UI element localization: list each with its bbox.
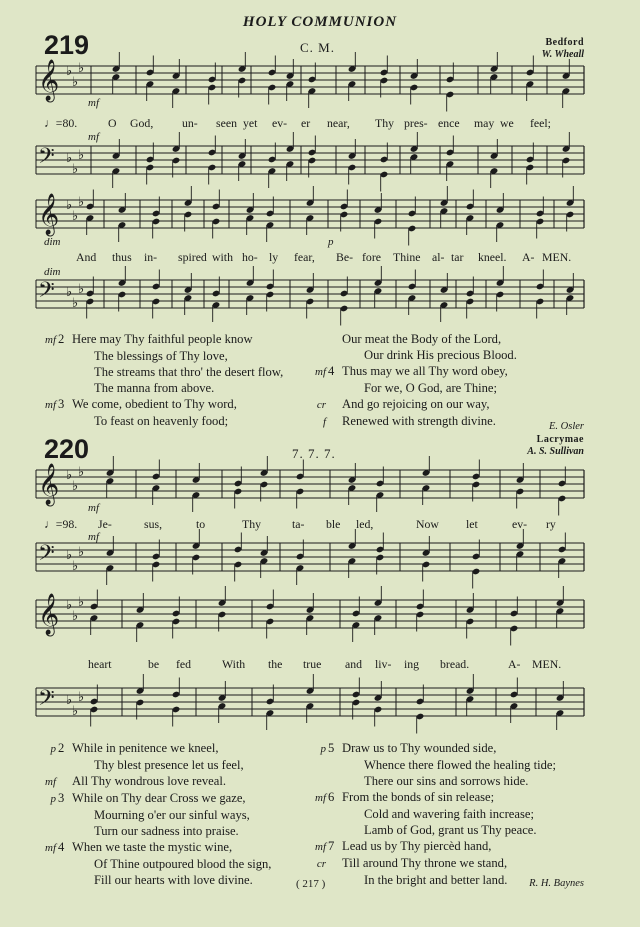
flat-icon: ♭ <box>72 559 79 574</box>
verse-line <box>30 807 271 823</box>
verse-line <box>300 773 556 789</box>
lyric-syllable: with <box>212 250 233 264</box>
verse-dynamic: mf <box>45 776 56 788</box>
lyric-syllable: Thy <box>375 116 395 130</box>
lyric-syllable: Je- <box>98 517 112 531</box>
dynamic-mf: mf <box>88 502 99 514</box>
verse-line <box>300 740 556 757</box>
flat-icon: ♭ <box>66 468 73 483</box>
lyric-syllable: With <box>222 657 246 671</box>
verse-number: 5 <box>328 741 335 755</box>
dynamic-dim: dim <box>44 266 61 278</box>
hymn-meter: C. M. <box>300 40 335 55</box>
verse-text: Mourning o'er our sinful ways, <box>94 808 250 822</box>
flat-icon: ♭ <box>66 598 73 613</box>
verse-text: Whence there flowed the healing tide; <box>364 758 556 772</box>
verse-line <box>30 740 271 757</box>
verse-line <box>30 790 271 807</box>
verses-left-219 <box>30 331 283 429</box>
lyric-syllable: MEN. <box>542 250 572 264</box>
lyric-syllable: al- <box>432 250 445 264</box>
flat-icon: ♭ <box>78 148 85 163</box>
verse-dynamic: mf <box>45 399 56 411</box>
verse-text: For we, O God, are Thine; <box>364 381 498 395</box>
lyric-syllable: tar <box>451 250 464 264</box>
tune-name: Bedford <box>545 37 584 48</box>
verse-line <box>30 773 271 790</box>
lyric-syllable: in- <box>144 250 158 264</box>
lyric-syllable: Thy <box>242 517 262 531</box>
author: E. Osler <box>549 421 584 432</box>
composer: A. S. Sullivan <box>527 446 584 457</box>
lyric-syllable: to <box>196 517 206 531</box>
verse-dynamic: mf <box>315 366 326 378</box>
verse-text: Our meat the Body of the Lord, <box>342 332 502 346</box>
verse-text: Till around Thy throne we stand, <box>342 856 508 870</box>
lyric-syllable: true <box>303 657 322 671</box>
verse-text: The blessings of Thy love, <box>94 349 228 363</box>
lyric-syllable: the <box>268 657 283 671</box>
flat-icon: ♭ <box>78 61 85 76</box>
lyric-syllable: thus <box>112 250 132 264</box>
verse-line <box>30 839 271 856</box>
lyric-syllable: feel; <box>530 116 551 130</box>
flat-icon: ♭ <box>72 209 79 224</box>
verse-text: In the bright and better land. <box>364 873 508 887</box>
verse-number: 6 <box>328 790 335 804</box>
verse-number: 4 <box>328 364 335 378</box>
bass-clef-icon: 𝄢 <box>38 541 55 571</box>
verse-text: From the bonds of sin release; <box>342 790 495 804</box>
lyric-syllable: And <box>76 250 97 264</box>
verses-right-220 <box>300 740 556 888</box>
flat-icon: ♭ <box>78 195 85 210</box>
verse-line <box>30 380 283 396</box>
verse-line <box>300 413 517 430</box>
flat-icon: ♭ <box>78 282 85 297</box>
lyric-syllable: ev- <box>512 517 528 531</box>
verse-text: While on Thy dear Cross we gaze, <box>72 791 246 805</box>
verse-line <box>30 823 271 839</box>
treble-clef-icon: 𝄞 <box>38 60 60 101</box>
verse-text: Thy blest presence let us feel, <box>94 758 244 772</box>
treble-clef-icon: 𝄞 <box>38 594 60 635</box>
verse-line <box>300 789 556 806</box>
verse-text: To feast on heavenly food; <box>94 414 229 428</box>
verse-dynamic: p <box>50 743 56 755</box>
verse-line <box>300 822 556 838</box>
lyric-syllable: er <box>301 116 311 130</box>
verse-dynamic: cr <box>316 858 326 870</box>
flat-icon: ♭ <box>78 690 85 705</box>
lyric-syllable: ing <box>404 657 420 671</box>
flat-icon: ♭ <box>72 75 79 90</box>
bass-clef-icon: 𝄢 <box>38 278 55 308</box>
lyric-syllable: and <box>345 657 363 671</box>
verse-dynamic: mf <box>315 792 326 804</box>
lyric-syllable: fed <box>176 657 192 671</box>
tempo-mark: ♩=98. <box>44 517 78 531</box>
verse-number: 2 <box>58 332 65 346</box>
verse-text: Cold and wavering faith increase; <box>364 807 534 821</box>
verses-right-219 <box>300 331 517 430</box>
verse-line <box>300 757 556 773</box>
verse-text: Turn our sadness into praise. <box>94 824 239 838</box>
lyric-syllable: fear, <box>294 250 315 264</box>
verse-text: The streams that thro' the desert flow, <box>94 365 284 379</box>
lyric-syllable: A- <box>508 657 521 671</box>
verse-text: Here may Thy faithful people know <box>72 332 253 346</box>
dynamic-dim: dim <box>44 236 61 248</box>
verse-line <box>30 364 283 380</box>
verse-line <box>300 396 517 413</box>
lyric-syllable: Be- <box>336 250 354 264</box>
flat-icon: ♭ <box>72 162 79 177</box>
lyric-syllable: be <box>148 657 160 671</box>
treble-clef-icon: 𝄞 <box>38 194 60 235</box>
dynamic-mf: mf <box>88 131 99 143</box>
lyric-syllable: heart <box>88 657 112 671</box>
verse-dynamic: p <box>320 743 326 755</box>
verse-line <box>300 380 517 396</box>
verse-text: We come, obedient to Thy word, <box>72 397 237 411</box>
verses-left-220 <box>30 740 271 888</box>
verse-number: 3 <box>58 397 65 411</box>
verse-text: Draw us to Thy wounded side, <box>342 741 497 755</box>
verse-line <box>300 363 517 380</box>
flat-icon: ♭ <box>72 609 79 624</box>
verse-line <box>30 856 271 872</box>
treble-clef-icon: 𝄞 <box>38 464 60 505</box>
verse-line <box>30 331 283 348</box>
lyric-syllable: sus, <box>144 517 163 531</box>
verse-dynamic: cr <box>316 399 326 411</box>
lyric-syllable: ly <box>269 250 279 264</box>
page-number: ( 217 ) <box>296 878 326 890</box>
verse-line <box>300 331 517 347</box>
flat-icon: ♭ <box>66 151 73 166</box>
flat-icon: ♭ <box>66 198 73 213</box>
lyric-syllable: un- <box>182 116 198 130</box>
verse-text: Thus may we all Thy word obey, <box>342 364 508 378</box>
verse-line <box>300 855 556 872</box>
page-header: HOLY COMMUNION <box>242 14 398 30</box>
flat-icon: ♭ <box>66 693 73 708</box>
flat-icon: ♭ <box>72 479 79 494</box>
flat-icon: ♭ <box>78 465 85 480</box>
verse-dynamic: mf <box>45 842 56 854</box>
lyric-syllable: seen <box>216 116 237 130</box>
verse-line <box>30 396 283 413</box>
flat-icon: ♭ <box>78 545 85 560</box>
verse-dynamic: p <box>50 793 56 805</box>
author: R. H. Baynes <box>529 878 584 889</box>
tune-name: Lacrymae <box>536 434 584 445</box>
verse-number: 2 <box>58 741 65 755</box>
lyric-syllable: bread. <box>440 657 470 671</box>
verse-text: All Thy wondrous love reveal. <box>72 774 227 788</box>
verse-line <box>30 757 271 773</box>
lyric-syllable: liv- <box>375 657 392 671</box>
composer: W. Wheall <box>541 49 584 60</box>
verse-text: Renewed with strength divine. <box>342 414 496 428</box>
bass-clef-icon: 𝄢 <box>38 144 55 174</box>
flat-icon: ♭ <box>66 285 73 300</box>
lyric-syllable: ble <box>326 517 341 531</box>
flat-icon: ♭ <box>78 595 85 610</box>
verse-text: And go rejoicing on our way, <box>342 397 490 411</box>
flat-icon: ♭ <box>72 704 79 719</box>
lyric-syllable: MEN. <box>532 657 562 671</box>
verse-line <box>30 413 283 429</box>
verse-text: Lamb of God, grant us Thy peace. <box>364 823 537 837</box>
verse-line <box>300 806 556 822</box>
dynamic-mf: mf <box>88 97 99 109</box>
lyric-syllable: spired <box>178 250 207 264</box>
verse-text: Fill our hearts with love divine. <box>94 873 253 887</box>
flat-icon: ♭ <box>66 64 73 79</box>
lyric-syllable: O <box>108 116 117 130</box>
tempo-mark: ♩=80. <box>44 116 78 130</box>
lyric-syllable: ence <box>438 116 460 130</box>
lyric-syllable: Now <box>416 517 439 531</box>
dynamic-p: p <box>328 236 334 248</box>
lyric-syllable: A- <box>522 250 535 264</box>
lyric-syllable: pres- <box>404 116 428 130</box>
hymn-number: 219 <box>44 30 90 60</box>
lyric-syllable: may <box>474 116 495 130</box>
lyric-syllable: yet <box>243 116 258 130</box>
verse-line <box>30 348 283 364</box>
verse-text: Our drink His precious Blood. <box>364 348 517 362</box>
verse-text: Of Thine outpoured blood the sign, <box>94 857 272 871</box>
lyric-syllable: led, <box>356 517 374 531</box>
verse-number: 3 <box>58 791 65 805</box>
verse-line <box>300 838 556 855</box>
lyric-syllable: fore <box>362 250 381 264</box>
lyric-syllable: we <box>500 116 514 130</box>
verse-text: Lead us by Thy piercèd hand, <box>342 839 492 853</box>
verse-line <box>300 872 556 888</box>
flat-icon: ♭ <box>66 548 73 563</box>
lyric-syllable: kneel. <box>478 250 507 264</box>
verse-text: When we taste the mystic wine, <box>72 840 233 854</box>
lyric-syllable: near, <box>327 116 350 130</box>
flat-icon: ♭ <box>72 296 79 311</box>
hymn-number: 220 <box>44 434 90 464</box>
verse-text: There our sins and sorrows hide. <box>364 774 529 788</box>
verse-text: The manna from above. <box>94 381 215 395</box>
verse-dynamic: f <box>322 416 326 428</box>
hymn-meter: 7. 7. 7. <box>292 446 336 461</box>
verse-line <box>30 872 271 888</box>
verse-dynamic: mf <box>315 841 326 853</box>
verse-line <box>300 347 517 363</box>
verse-number: 7 <box>328 839 335 853</box>
lyric-syllable: ev- <box>272 116 288 130</box>
verse-text: While in penitence we kneel, <box>72 741 219 755</box>
dynamic-mf: mf <box>88 531 99 543</box>
lyric-syllable: ho- <box>242 250 258 264</box>
lyric-syllable: God, <box>130 116 154 130</box>
verse-dynamic: mf <box>45 334 56 346</box>
lyric-syllable: ry <box>546 517 556 531</box>
verse-number: 4 <box>58 840 65 854</box>
lyric-syllable: Thine <box>393 250 421 264</box>
lyric-syllable: ta- <box>292 517 305 531</box>
bass-clef-icon: 𝄢 <box>38 686 55 716</box>
lyric-syllable: let <box>466 517 478 531</box>
